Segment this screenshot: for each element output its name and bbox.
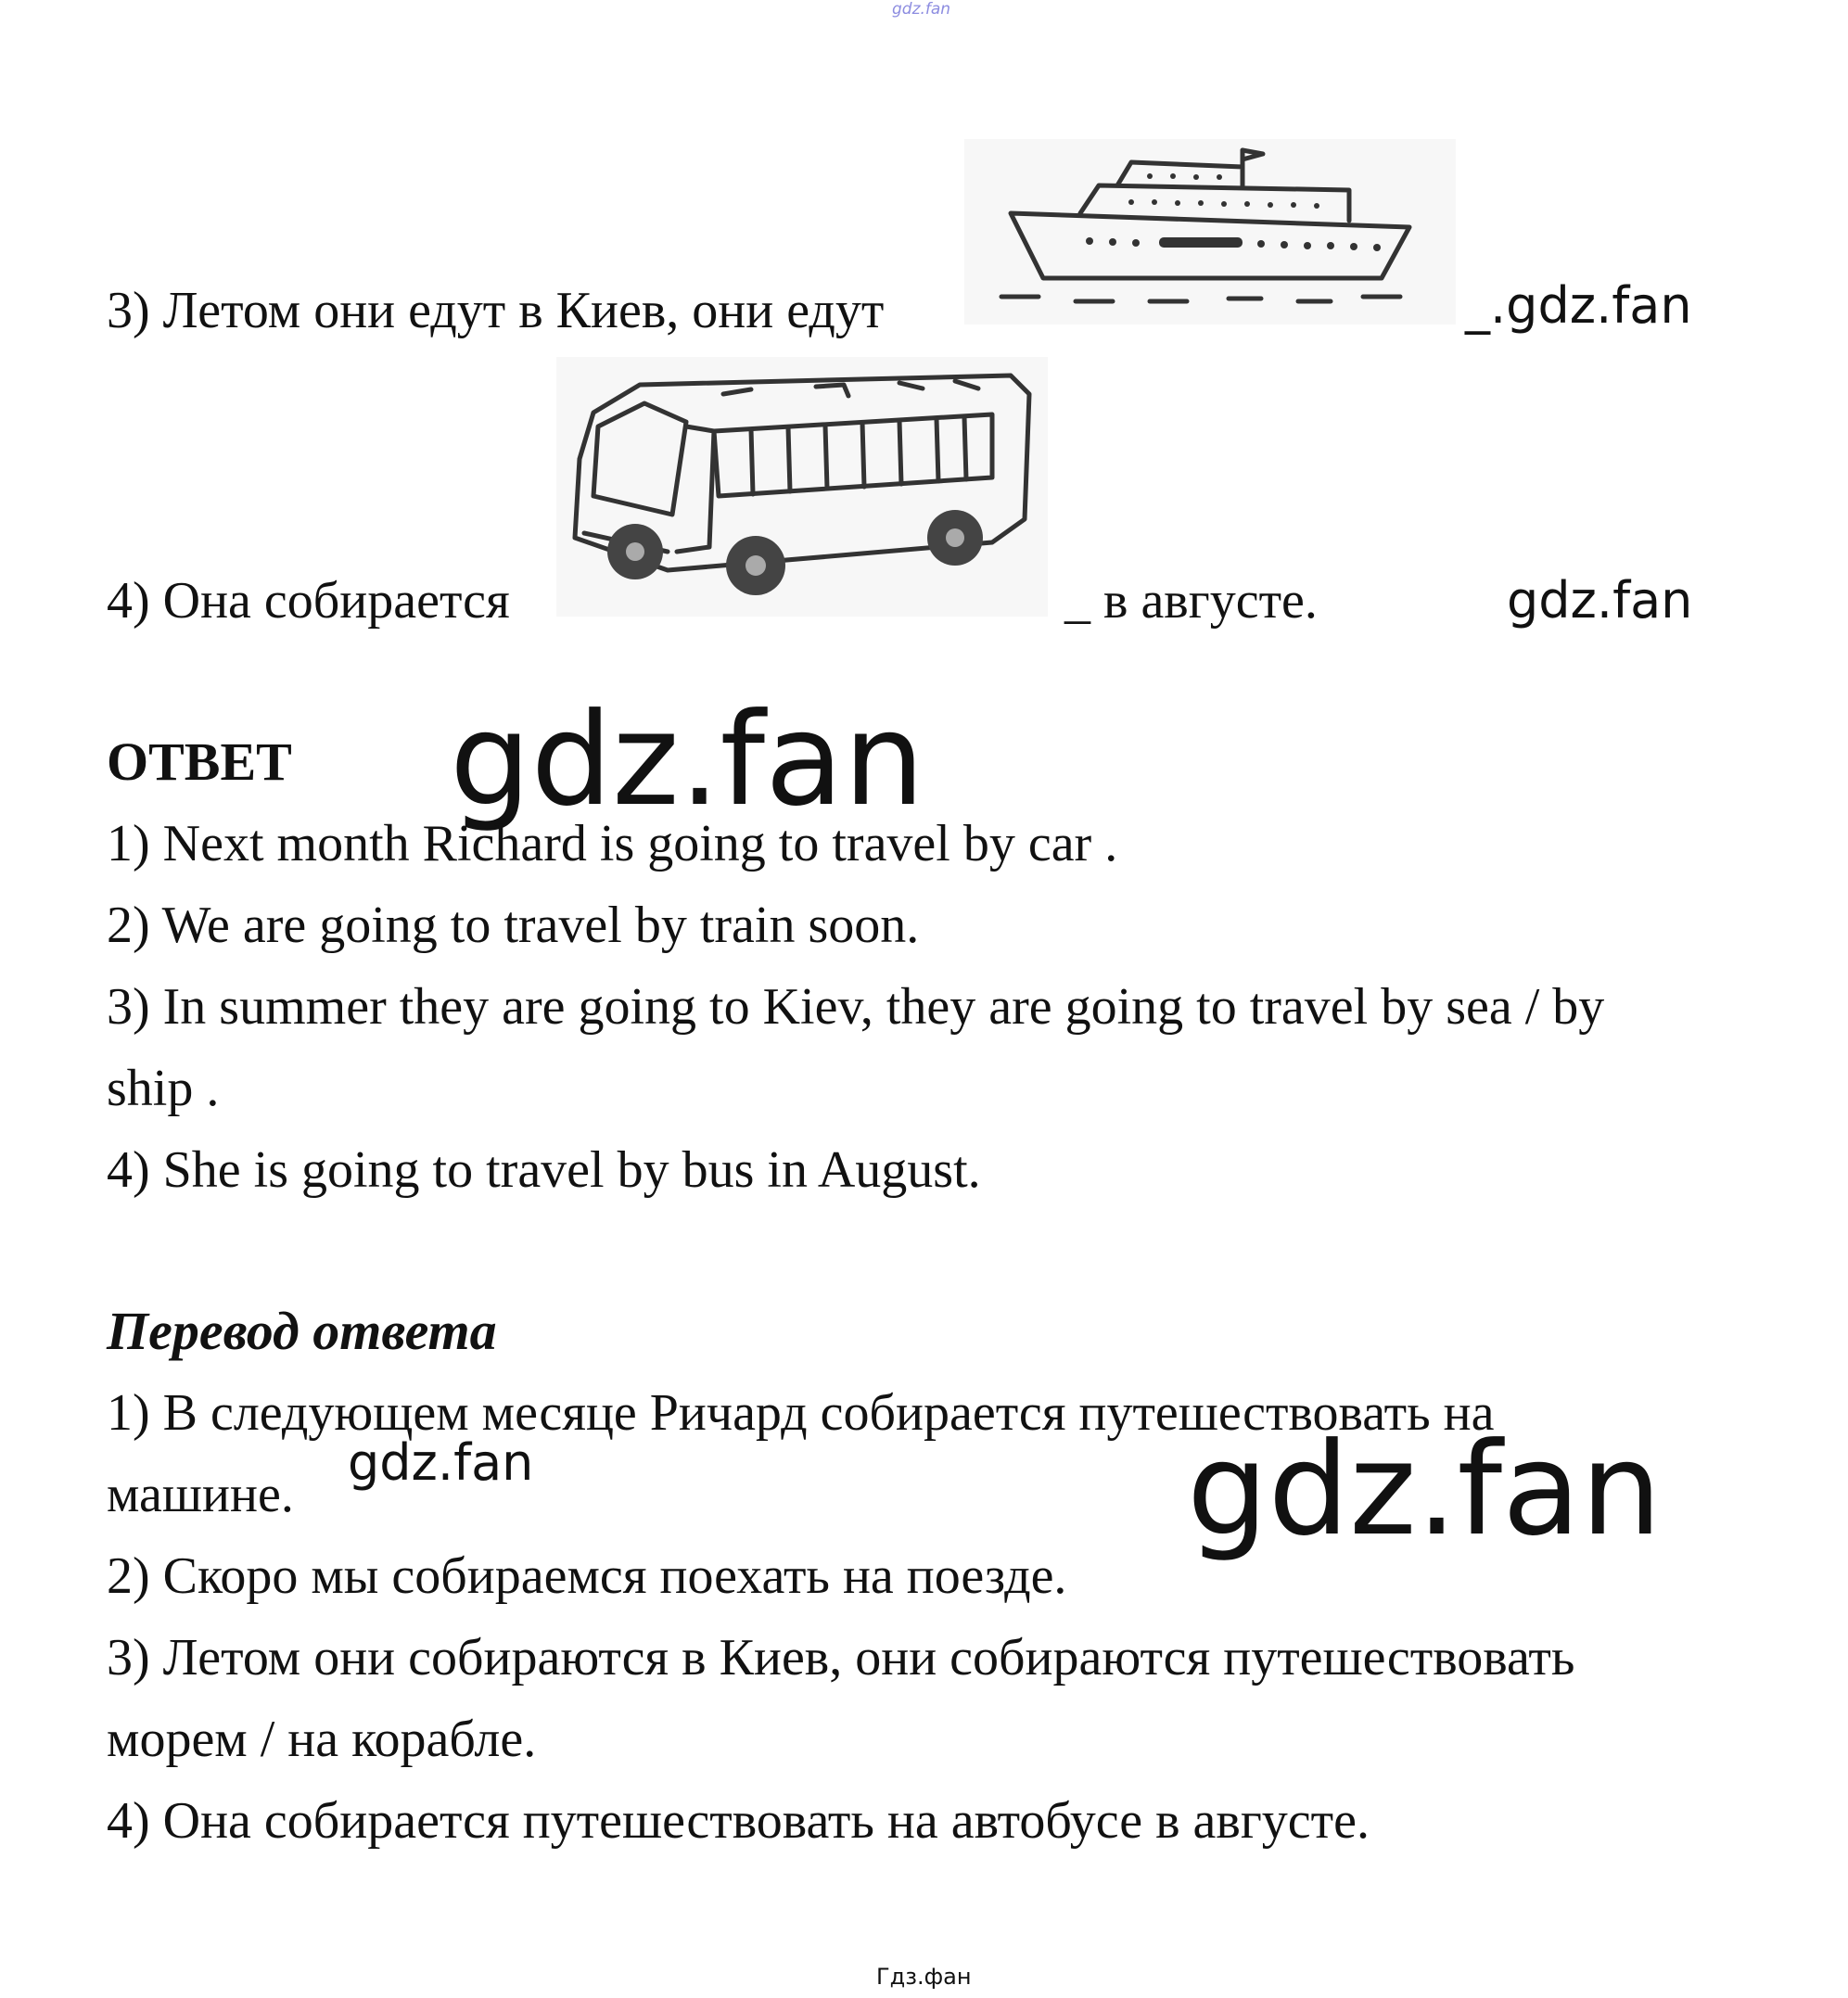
bus-icon xyxy=(556,357,1048,617)
question-4-start: 4) Она собирается xyxy=(107,572,510,630)
answer-heading: ОТВЕТ xyxy=(107,732,292,792)
translation-heading: Перевод ответа xyxy=(107,1301,497,1361)
question-3: 3) Летом они едут в Киев, они едут xyxy=(107,282,885,339)
question-4-end: _ в августе. xyxy=(1064,572,1318,630)
ship-icon xyxy=(964,139,1456,325)
translation-line-4: 4) Она собирается путешествовать на автобусе в августе. xyxy=(107,1792,1370,1850)
translation-line-1: 1) В следующем месяце Ричард собирается путешествовать на xyxy=(107,1384,1495,1442)
translation-line-3-cont: морем / на корабле. xyxy=(107,1711,537,1768)
watermark-q3: _.gdz.fan xyxy=(1465,276,1692,335)
watermark-footer: Гдз.фан xyxy=(876,1964,972,1990)
answer-line-1: 1) Next month Richard is going to travel by car . xyxy=(107,815,1118,872)
watermark-big-2: gdz.fan xyxy=(1187,1415,1663,1564)
watermark-big-1: gdz.fan xyxy=(450,685,925,834)
translation-line-1-cont: машине. xyxy=(107,1466,294,1523)
answer-line-4: 4) She is going to travel by bus in August. xyxy=(107,1141,981,1199)
answer-line-2: 2) We are going to travel by train soon. xyxy=(107,897,920,954)
watermark-small-mid: gdz.fan xyxy=(348,1433,534,1492)
translation-line-3: 3) Летом они собираются в Киев, они собираются путешествовать xyxy=(107,1629,1575,1686)
watermark-q4: gdz.fan xyxy=(1507,571,1693,630)
answer-line-3: 3) In summer they are going to Kiev, they are going to travel by sea / by xyxy=(107,978,1605,1036)
translation-line-2: 2) Скоро мы собираемся поехать на поезде. xyxy=(107,1547,1067,1605)
answer-line-3-cont: ship . xyxy=(107,1060,220,1117)
watermark-top: gdz.fan xyxy=(892,0,951,19)
